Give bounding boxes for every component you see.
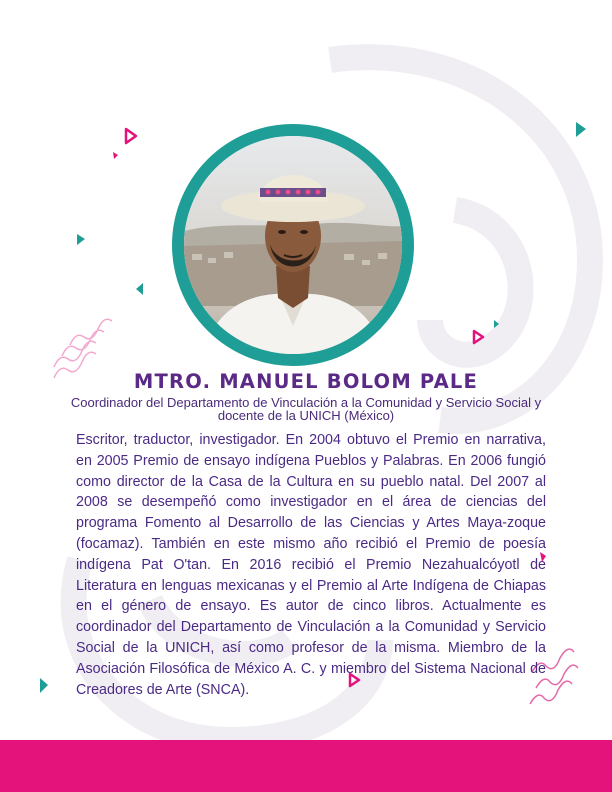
footer-bar [0,740,612,792]
play-triangle-icon [40,678,48,693]
play-triangle-icon [576,122,586,137]
play-triangle-icon [136,283,143,295]
play-triangle-icon [113,152,118,159]
person-role: Coordinador del Departamento de Vinculación a la Comunidad y Servicio Social y docente de la UNICH (México) [70,395,542,423]
portrait-illustration [184,136,402,354]
outline-play-icon [126,129,136,143]
biography-text: Escritor, traductor, investigador. En 2004 obtuvo el Premio en narrativa, en 2005 Premio de ensayo indígena Pueblos y Palabras. En 2006 fungió como director de la Casa de la Cultura en su pueblo natal. Del 2007 al 2008 se desempeñó como investigador en el área de ciencias del programa Fomento al Desarrollo de las Ciencias y Artes Maya-zoque (focamaz). También en este mismo año recibió el Premio de poesía indígena Pat O'tan. En 2016 recibió el Premio Nezahualcóyotl de Literatura en lenguas mexicanas y el Premio al Arte Indígena de Chiapas en el género de ensayo. Es autor de cinco libros. Actualmente es coordinador del Departamento de Vinculación a la Comunidad y Servicio Social de la UNICH, así como profesor de la misma. Miembro de la Asociación Filosófica de México A. C. y miembro del Sistema Nacional de Creadores de Arte (SNCA). [76,432,546,698]
portrait-photo [172,124,414,366]
person-name: MTRO. MANUEL BOLOM PALE [133,370,479,393]
play-triangle-icon [77,234,85,245]
